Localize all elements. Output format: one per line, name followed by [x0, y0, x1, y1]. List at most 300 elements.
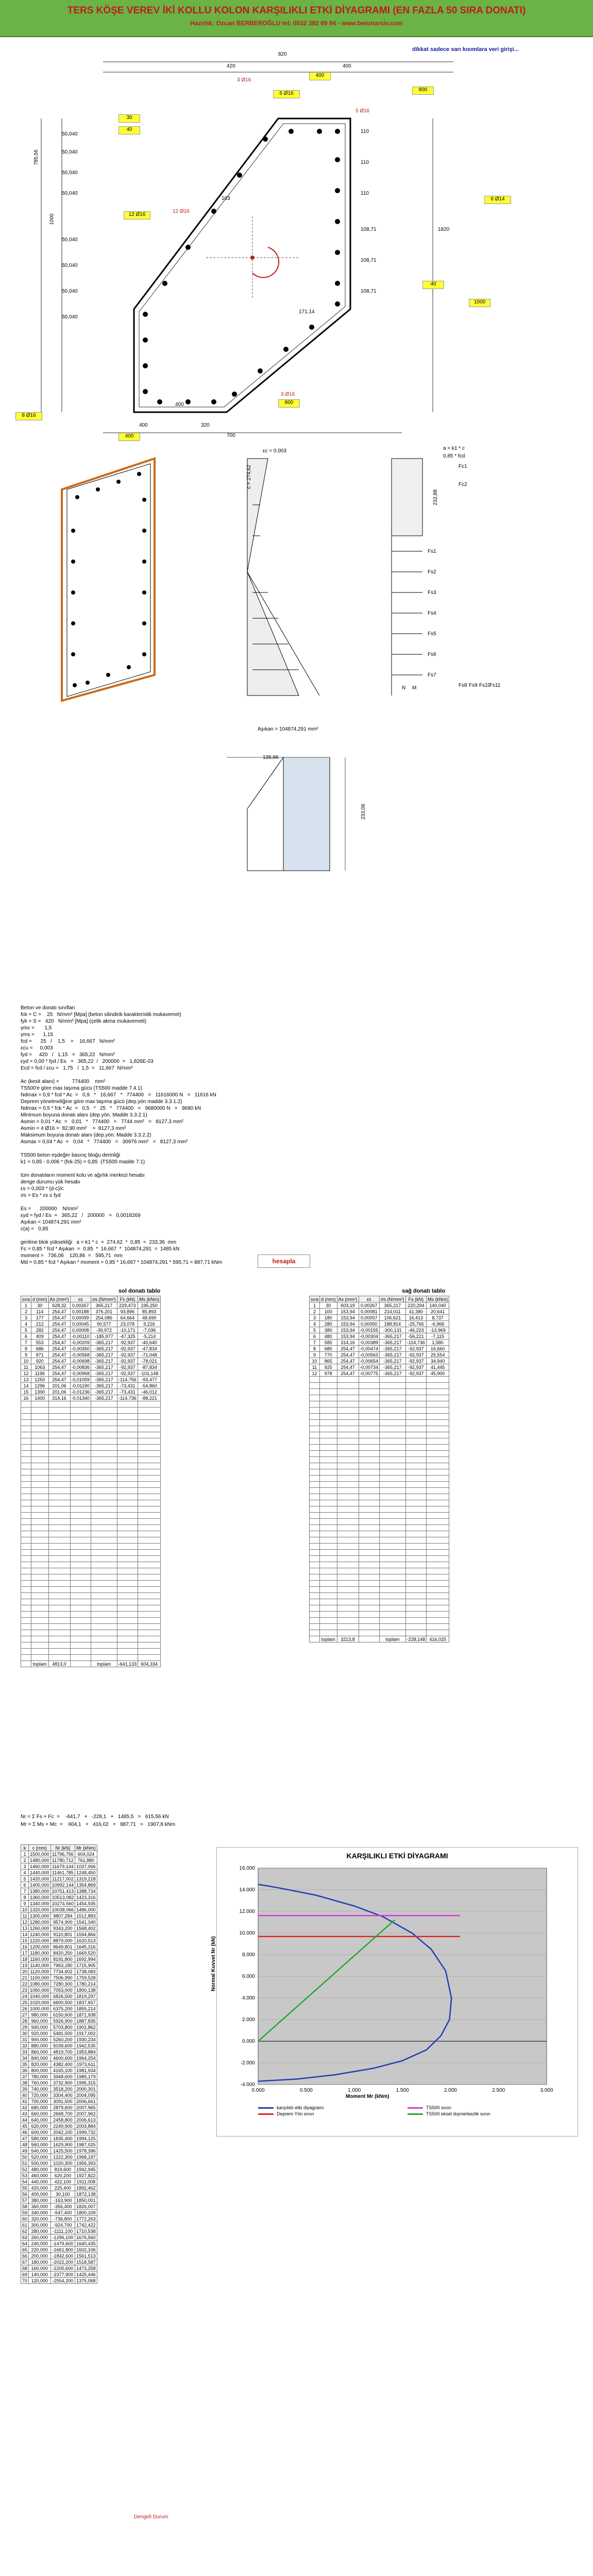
- table-cell: -0,01236: [70, 1389, 91, 1395]
- table-cell: 3: [21, 1315, 31, 1321]
- input-left-bars[interactable]: 12 Ø16: [124, 211, 150, 219]
- table-row-empty: [21, 1488, 161, 1494]
- int-table-row: [21, 2123, 97, 2129]
- dim-spacing-c1: 108,71: [361, 227, 377, 232]
- chart-xtick-label: 0.500: [299, 2088, 313, 2093]
- int-table-cell: 3732,900: [50, 2080, 75, 2086]
- table-row-empty: [21, 1525, 161, 1531]
- int-table-cell: 2006,613: [75, 2117, 97, 2123]
- calc-line: Ndmax = 0,5 * fck * Ac = 0,5 * 25 * 774400 = 9680000 N = 9680 kN: [21, 1106, 201, 1111]
- force-fs6: Fs6: [428, 652, 436, 657]
- table-cell: 480: [320, 1333, 337, 1340]
- input-bottom-left[interactable]: 400: [118, 433, 140, 441]
- int-table-cell: 604,024: [75, 1851, 97, 1857]
- input-top-bars[interactable]: 6 Ø16: [273, 90, 300, 98]
- int-table-cell: 57: [21, 2197, 29, 2204]
- dim-top-left: 420: [227, 63, 235, 69]
- table-row-empty: [21, 1482, 161, 1488]
- int-table-cell: 31: [21, 2037, 29, 2043]
- int-table-cell: 1020,300: [50, 2160, 75, 2166]
- calc-line: [21, 1199, 536, 1206]
- left-table-title: sol donatı tablo: [118, 1288, 161, 1294]
- calc-line: fyk = S = 420 N/mm² [Mpa] (çelik akma mukavemeti): [21, 1019, 146, 1024]
- table-cell: -92,937: [117, 1340, 138, 1346]
- int-table-cell: 9343,200: [50, 1925, 75, 1931]
- table-row-empty: [310, 1432, 449, 1438]
- input-top-width[interactable]: 400: [309, 72, 331, 80]
- table-row-empty: [310, 1618, 449, 1624]
- table-row: [21, 1377, 161, 1383]
- int-table-cell: 1454,935: [75, 1901, 97, 1907]
- int-table-row: [21, 1907, 97, 1913]
- interaction-table-wrap: [21, 1844, 97, 2284]
- table-row-empty: [310, 1599, 449, 1605]
- table-cell: 188,814: [380, 1321, 406, 1327]
- int-table-cell: 6600,500: [50, 1999, 75, 2006]
- table-total-cell: -228,148: [405, 1636, 427, 1642]
- calc-line: [21, 1072, 536, 1078]
- int-table-cell: 1989,179: [75, 2074, 97, 2080]
- table-row-empty: [310, 1482, 449, 1488]
- int-table-cell: 1319,218: [75, 1876, 97, 1882]
- table-cell: 865: [320, 1358, 337, 1364]
- legend-label: TS500 sınırı: [426, 2105, 452, 2110]
- calculate-button[interactable]: hesapla: [258, 1255, 310, 1268]
- table-cell: 254,47: [48, 1370, 70, 1377]
- int-table-cell: 61: [21, 2222, 29, 2228]
- table-cell: 5: [310, 1327, 320, 1333]
- table-row: [21, 1364, 161, 1370]
- int-table-cell: 660,000: [29, 2111, 51, 2117]
- table-row-empty: [21, 1581, 161, 1587]
- int-table-cell: 17: [21, 1950, 29, 1956]
- int-table-row: [21, 1925, 97, 1931]
- strain-depth: 232,88: [432, 489, 438, 505]
- table-row-empty: [310, 1531, 449, 1537]
- int-table-cell: 1: [21, 1851, 29, 1857]
- table-cell: 254,47: [48, 1352, 70, 1358]
- int-table-cell: 1222,300: [50, 2154, 75, 2160]
- int-table-cell: 4382,400: [50, 2061, 75, 2067]
- table-cell: 1250: [31, 1377, 49, 1383]
- int-table-row: [21, 1987, 97, 1993]
- section-svg: [10, 41, 587, 443]
- input-right-bars[interactable]: 6 Ø14: [484, 196, 511, 204]
- int-table-cell: 58: [21, 2204, 29, 2210]
- table-row-empty: [21, 1476, 161, 1482]
- int-table-cell: -1111,100: [50, 2228, 75, 2234]
- input-cover-top[interactable]: 30: [118, 114, 140, 123]
- force-fs2: Fs2: [428, 569, 436, 575]
- calc-line: Ecd = fcd / εcu = 1,75 / 1,5 = 11,667 N/mm²: [21, 1065, 133, 1071]
- int-table-cell: 1248,450: [75, 1870, 97, 1876]
- input-bottom-bars[interactable]: 8 Ø16: [15, 412, 42, 420]
- int-table-row: [21, 2179, 97, 2185]
- chart-xtick-label: 2.000: [444, 2088, 457, 2093]
- int-table-cell: 5260,200: [50, 2037, 75, 2043]
- int-table-cell: 620,000: [29, 2123, 51, 2129]
- table-row-empty: [310, 1519, 449, 1525]
- strain-eps: εc = 0.003: [263, 448, 286, 454]
- table-cell: 254,47: [48, 1315, 70, 1321]
- table-cell: 1296: [31, 1383, 49, 1389]
- int-table-cell: 65: [21, 2247, 29, 2253]
- calc-line: Asmin = 0,01 * Ac = 0,01 * 774400 = 7744 mm² = 8127,3 mm²: [21, 1119, 183, 1125]
- int-table-cell: 18: [21, 1956, 29, 1962]
- int-table-cell: 4165,100: [50, 2067, 75, 2074]
- table-row: [310, 1346, 449, 1352]
- table-header: sıra: [310, 1296, 320, 1302]
- table-total-cell: 416,025: [427, 1636, 449, 1642]
- chart-xtick-label: 1.000: [348, 2088, 361, 2093]
- calc-line: [21, 1165, 536, 1172]
- dim-spacing-a2: 50,040: [62, 149, 78, 155]
- int-table-row: [21, 1975, 97, 1981]
- int-table-cell: 1911,008: [75, 2179, 97, 2185]
- table-cell: -365,217: [91, 1383, 117, 1389]
- int-table-cell: 1742,422: [75, 2222, 97, 2228]
- table-row: [21, 1321, 161, 1327]
- int-table-cell: 422,100: [50, 2179, 75, 2185]
- int-table-cell: 520,000: [29, 2154, 51, 2160]
- calc-line: moment = 736,06 120,86 = 595,71 mm: [21, 1253, 123, 1259]
- int-table-row: [21, 1962, 97, 1969]
- left-rebar-table-wrap: [21, 1296, 161, 1667]
- table-row-empty: [21, 1469, 161, 1476]
- int-table-cell: 1160,000: [29, 1956, 51, 1962]
- int-table-row: [21, 2173, 97, 2179]
- table-cell: -25,766: [405, 1321, 427, 1327]
- table-cell: -7,036: [138, 1327, 161, 1333]
- strain-diagram: [31, 448, 587, 737]
- table-row-empty: [21, 1556, 161, 1562]
- int-table-row: [21, 2241, 97, 2247]
- int-table-row: [21, 2142, 97, 2148]
- table-header: d (mm): [320, 1296, 337, 1302]
- table-header: As (mm²): [48, 1296, 70, 1302]
- table-row: [310, 1340, 449, 1346]
- int-table-row: [21, 2030, 97, 2037]
- table-row-empty: [310, 1383, 449, 1389]
- int-table-cell: 1850,001: [75, 2197, 97, 2204]
- table-row-empty: [21, 1568, 161, 1574]
- table-total-cell: toplam: [31, 1661, 49, 1667]
- table-cell: 254,47: [337, 1364, 359, 1370]
- table-cell: 20,641: [427, 1309, 449, 1315]
- table-row-empty: [310, 1581, 449, 1587]
- dim-spacing-c3: 108,71: [361, 289, 377, 294]
- int-table-cell: 67: [21, 2259, 29, 2265]
- int-table-cell: 59: [21, 2210, 29, 2216]
- int-table-cell: 9574,900: [50, 1919, 75, 1925]
- int-table-cell: 1855,214: [75, 2006, 97, 2012]
- int-table-cell: 2007,962: [75, 2111, 97, 2117]
- int-table-cell: 1892,462: [75, 2185, 97, 2191]
- int-table-cell: 1518,587: [75, 2259, 97, 2265]
- table-row: [21, 1395, 161, 1401]
- calc-line: Es = 200000 N/mm²: [21, 1206, 78, 1212]
- int-table-cell: 900,000: [29, 2037, 51, 2043]
- int-table-row: [21, 1944, 97, 1950]
- int-table-cell: 32: [21, 2043, 29, 2049]
- table-cell: 254,47: [48, 1333, 70, 1340]
- int-table-cell: 2007,965: [75, 2105, 97, 2111]
- table-cell: 0,00008: [70, 1327, 91, 1333]
- int-table-cell: 1964,254: [75, 2055, 97, 2061]
- table-cell: 180: [320, 1315, 337, 1321]
- table-cell: -0,01190: [70, 1383, 91, 1389]
- int-table-row: [21, 2024, 97, 2030]
- table-cell: 0,00188: [70, 1309, 91, 1315]
- table-cell: 201,06: [48, 1383, 70, 1389]
- int-table-cell: 800,000: [29, 2067, 51, 2074]
- int-table-row: [21, 1876, 97, 1882]
- table-row-empty: [21, 1414, 161, 1420]
- table-row-empty: [310, 1506, 449, 1513]
- int-table-cell: 1040,000: [29, 1993, 51, 1999]
- table-cell: -0,00209: [70, 1340, 91, 1346]
- table-row-empty: [310, 1500, 449, 1506]
- int-table-row: [21, 2197, 97, 2204]
- dim-left-height: 1000: [49, 213, 55, 225]
- int-table-cell: 8191,800: [50, 1956, 75, 1962]
- table-row-empty: [21, 1426, 161, 1432]
- dim-spacing-a8: 50,040: [62, 314, 78, 320]
- table-cell: 1,580: [427, 1340, 449, 1346]
- int-table-row: [21, 2049, 97, 2055]
- int-table-cell: 1568,402: [75, 1925, 97, 1931]
- table-cell: 254,47: [48, 1340, 70, 1346]
- chart-svg: [217, 1863, 578, 2131]
- int-table-cell: 1981,934: [75, 2067, 97, 2074]
- table-cell: 100: [320, 1309, 337, 1315]
- table-total-cell: 3213,8: [337, 1636, 359, 1642]
- table-row-empty: [21, 1599, 161, 1605]
- legend-swatch: [408, 2107, 423, 2109]
- chart-xlabel: Moment Mr (kNm): [346, 2094, 389, 2099]
- calc-line: fcd = 25 / 1,5 = 16,667 N/mm²: [21, 1039, 115, 1044]
- table-cell: 9: [310, 1352, 320, 1358]
- table-cell: 254,47: [48, 1364, 70, 1370]
- table-cell: 9,226: [138, 1321, 161, 1327]
- input-top-right[interactable]: 800: [412, 87, 434, 95]
- int-table-cell: 1871,938: [75, 2012, 97, 2018]
- input-cover-left[interactable]: 40: [118, 126, 140, 134]
- table-row-empty: [310, 1389, 449, 1395]
- table-cell: -365,217: [380, 1370, 406, 1377]
- int-table-cell: 1280,000: [29, 1919, 51, 1925]
- int-table-cell: 1968,197: [75, 2154, 97, 2160]
- calc-line: γms = 1,15: [21, 1032, 54, 1038]
- table-row-empty: [21, 1574, 161, 1581]
- int-table-cell: 880,000: [29, 2043, 51, 2049]
- table-cell: 12: [310, 1370, 320, 1377]
- table-cell: 201,06: [48, 1389, 70, 1395]
- int-table-cell: 1561,513: [75, 2253, 97, 2259]
- table-cell: 1: [21, 1302, 31, 1309]
- int-table-cell: -924,700: [50, 2222, 75, 2228]
- table-cell: -0,00563: [359, 1352, 380, 1358]
- table-row-empty: [310, 1593, 449, 1599]
- int-table-cell: 30: [21, 2030, 29, 2037]
- page-header: [0, 0, 593, 37]
- dim-top-right: 400: [343, 63, 351, 69]
- int-table-cell: 360,000: [29, 2204, 51, 2210]
- int-table-cell: 11780,712: [50, 1857, 75, 1863]
- table-cell: 553: [31, 1340, 49, 1346]
- table-cell: 15: [21, 1389, 31, 1395]
- table-cell: 314,16: [48, 1395, 70, 1401]
- int-table-cell: 29: [21, 2024, 29, 2030]
- int-table-row: [21, 2204, 97, 2210]
- table-cell: -13,969: [427, 1327, 449, 1333]
- table-cell: -365,217: [380, 1364, 406, 1370]
- int-table-row: [21, 2092, 97, 2098]
- calc-line: denge durumu yük hesabı: [21, 1179, 80, 1185]
- int-table-cell: 10751,413: [50, 1888, 75, 1894]
- calc-line: εyd = fyd / Es = 365,22 / 200000 = 0,0018269: [21, 1213, 141, 1218]
- int-table-cell: 460,000: [29, 2173, 51, 2179]
- int-table-cell: 1620,513: [75, 1938, 97, 1944]
- int-table-cell: 480,000: [29, 2166, 51, 2173]
- table-cell: -0,00110: [70, 1333, 91, 1340]
- table-cell: -0,00474: [359, 1346, 380, 1352]
- table-cell: 12: [21, 1370, 31, 1377]
- table-cell: 254,47: [48, 1321, 70, 1327]
- table-row-empty: [310, 1624, 449, 1630]
- int-table-cell: 34: [21, 2055, 29, 2061]
- int-table-header: c (mm): [29, 1845, 51, 1851]
- table-header: εs: [359, 1296, 380, 1302]
- rebar-group: [143, 129, 340, 404]
- int-table-row: [21, 1870, 97, 1876]
- int-table-cell: 3091,500: [50, 2098, 75, 2105]
- int-table-cell: -356,400: [50, 2204, 75, 2210]
- input-bottom-width[interactable]: 800: [278, 399, 300, 408]
- int-table-cell: 1995,315: [75, 2080, 97, 2086]
- force-fs7: Fs7: [428, 672, 436, 678]
- table-cell: -365,217: [380, 1358, 406, 1364]
- int-table-cell: 15: [21, 1938, 29, 1944]
- int-table-cell: 7053,000: [50, 1987, 75, 1993]
- int-table-row: [21, 2105, 97, 2111]
- int-table-cell: 44: [21, 2117, 29, 2123]
- table-cell: 770: [320, 1352, 337, 1358]
- input-right-dim[interactable]: 40: [422, 281, 444, 289]
- table-cell: 64,664: [117, 1315, 138, 1321]
- int-table-cell: 819,600: [50, 2166, 75, 2173]
- dim-r2: 163: [222, 196, 230, 201]
- int-table-cell: 400,000: [29, 2191, 51, 2197]
- table-cell: -46,012: [138, 1389, 161, 1395]
- table-row-empty: [21, 1537, 161, 1544]
- int-table-cell: 1400,000: [29, 1882, 51, 1888]
- table-cell: 2: [21, 1309, 31, 1315]
- int-table-cell: 11217,002: [50, 1876, 75, 1882]
- table-cell: -0,00836: [70, 1364, 91, 1370]
- int-table-cell: 1300,000: [29, 1913, 51, 1919]
- table-cell: -47,834: [138, 1346, 161, 1352]
- int-table-cell: 1692,994: [75, 1956, 97, 1962]
- table-cell: -87,834: [138, 1364, 161, 1370]
- int-table-cell: 1994,125: [75, 2136, 97, 2142]
- table-cell: 8: [310, 1346, 320, 1352]
- table-cell: 10: [21, 1358, 31, 1364]
- table-cell: -365,217: [91, 1364, 117, 1370]
- int-table-cell: 39: [21, 2086, 29, 2092]
- int-table-cell: 180,000: [29, 2259, 51, 2265]
- int-table-row: [21, 1857, 97, 1863]
- table-total-cell: [70, 1661, 91, 1667]
- dim-spacing-a6: 50,040: [62, 263, 78, 268]
- int-table-cell: 3: [21, 1863, 29, 1870]
- table-row-empty: [21, 1457, 161, 1463]
- table-cell: 0,00267: [70, 1302, 91, 1309]
- int-table-cell: 11679,144: [50, 1863, 75, 1870]
- table-header: Ms (kNm): [427, 1296, 449, 1302]
- force-fs8: Fs8: [459, 683, 467, 688]
- table-cell: -39,972: [91, 1327, 117, 1333]
- int-table-cell: 760,000: [29, 2080, 51, 2086]
- int-table-cell: 64: [21, 2241, 29, 2247]
- int-table-cell: 860,000: [29, 2049, 51, 2055]
- table-row-empty: [21, 1649, 161, 1655]
- input-right-height[interactable]: 1000: [469, 299, 490, 307]
- table-cell: 0,00045: [70, 1321, 91, 1327]
- int-table-row: [21, 2259, 97, 2265]
- table-row-empty: [21, 1562, 161, 1568]
- table-row-empty: [310, 1438, 449, 1445]
- force-fc1: Fc1: [459, 464, 467, 469]
- int-table-cell: 1180,000: [29, 1950, 51, 1956]
- int-table-cell: 43: [21, 2111, 29, 2117]
- table-row-empty: [310, 1401, 449, 1408]
- table-row-empty: [21, 1506, 161, 1513]
- int-table-cell: 11461,785: [50, 1870, 75, 1876]
- table-cell: 409: [31, 1333, 49, 1340]
- table-cell: -88,221: [138, 1395, 161, 1401]
- dim-spacing-a1: 50,040: [62, 131, 78, 137]
- left-rebar-table: [21, 1296, 161, 1667]
- table-cell: 365,217: [91, 1302, 117, 1309]
- int-table-cell: 1000,000: [29, 2006, 51, 2012]
- int-table-row: [21, 1931, 97, 1938]
- int-table-row: [21, 2278, 97, 2284]
- int-table-row: [21, 2148, 97, 2154]
- int-table-cell: 1826,007: [75, 2204, 97, 2210]
- int-table-cell: 1425,500: [50, 2148, 75, 2154]
- table-header: Ms (kNm): [138, 1296, 161, 1302]
- table-row-empty: [310, 1377, 449, 1383]
- table-cell: 14: [21, 1383, 31, 1389]
- int-table-cell: 13: [21, 1925, 29, 1931]
- int-table-cell: 49: [21, 2148, 29, 2154]
- balanced-label: Dengeli Durum: [134, 2514, 168, 2520]
- table-row: [21, 1358, 161, 1364]
- table-row-empty: [21, 1630, 161, 1636]
- table-cell: 0,00081: [359, 1309, 380, 1315]
- int-table-cell: 11: [21, 1913, 29, 1919]
- calc-line: σs = Es * εs ≤ fyd: [21, 1193, 61, 1198]
- int-table-cell: 1080,000: [29, 1981, 51, 1987]
- table-row-empty: [21, 1531, 161, 1537]
- table-row-empty: [310, 1550, 449, 1556]
- int-table-cell: 1942,945: [75, 2166, 97, 2173]
- table-cell: 16,660: [427, 1346, 449, 1352]
- table-cell: 254,47: [48, 1309, 70, 1315]
- int-table-cell: 2879,600: [50, 2105, 75, 2111]
- table-row-empty: [310, 1457, 449, 1463]
